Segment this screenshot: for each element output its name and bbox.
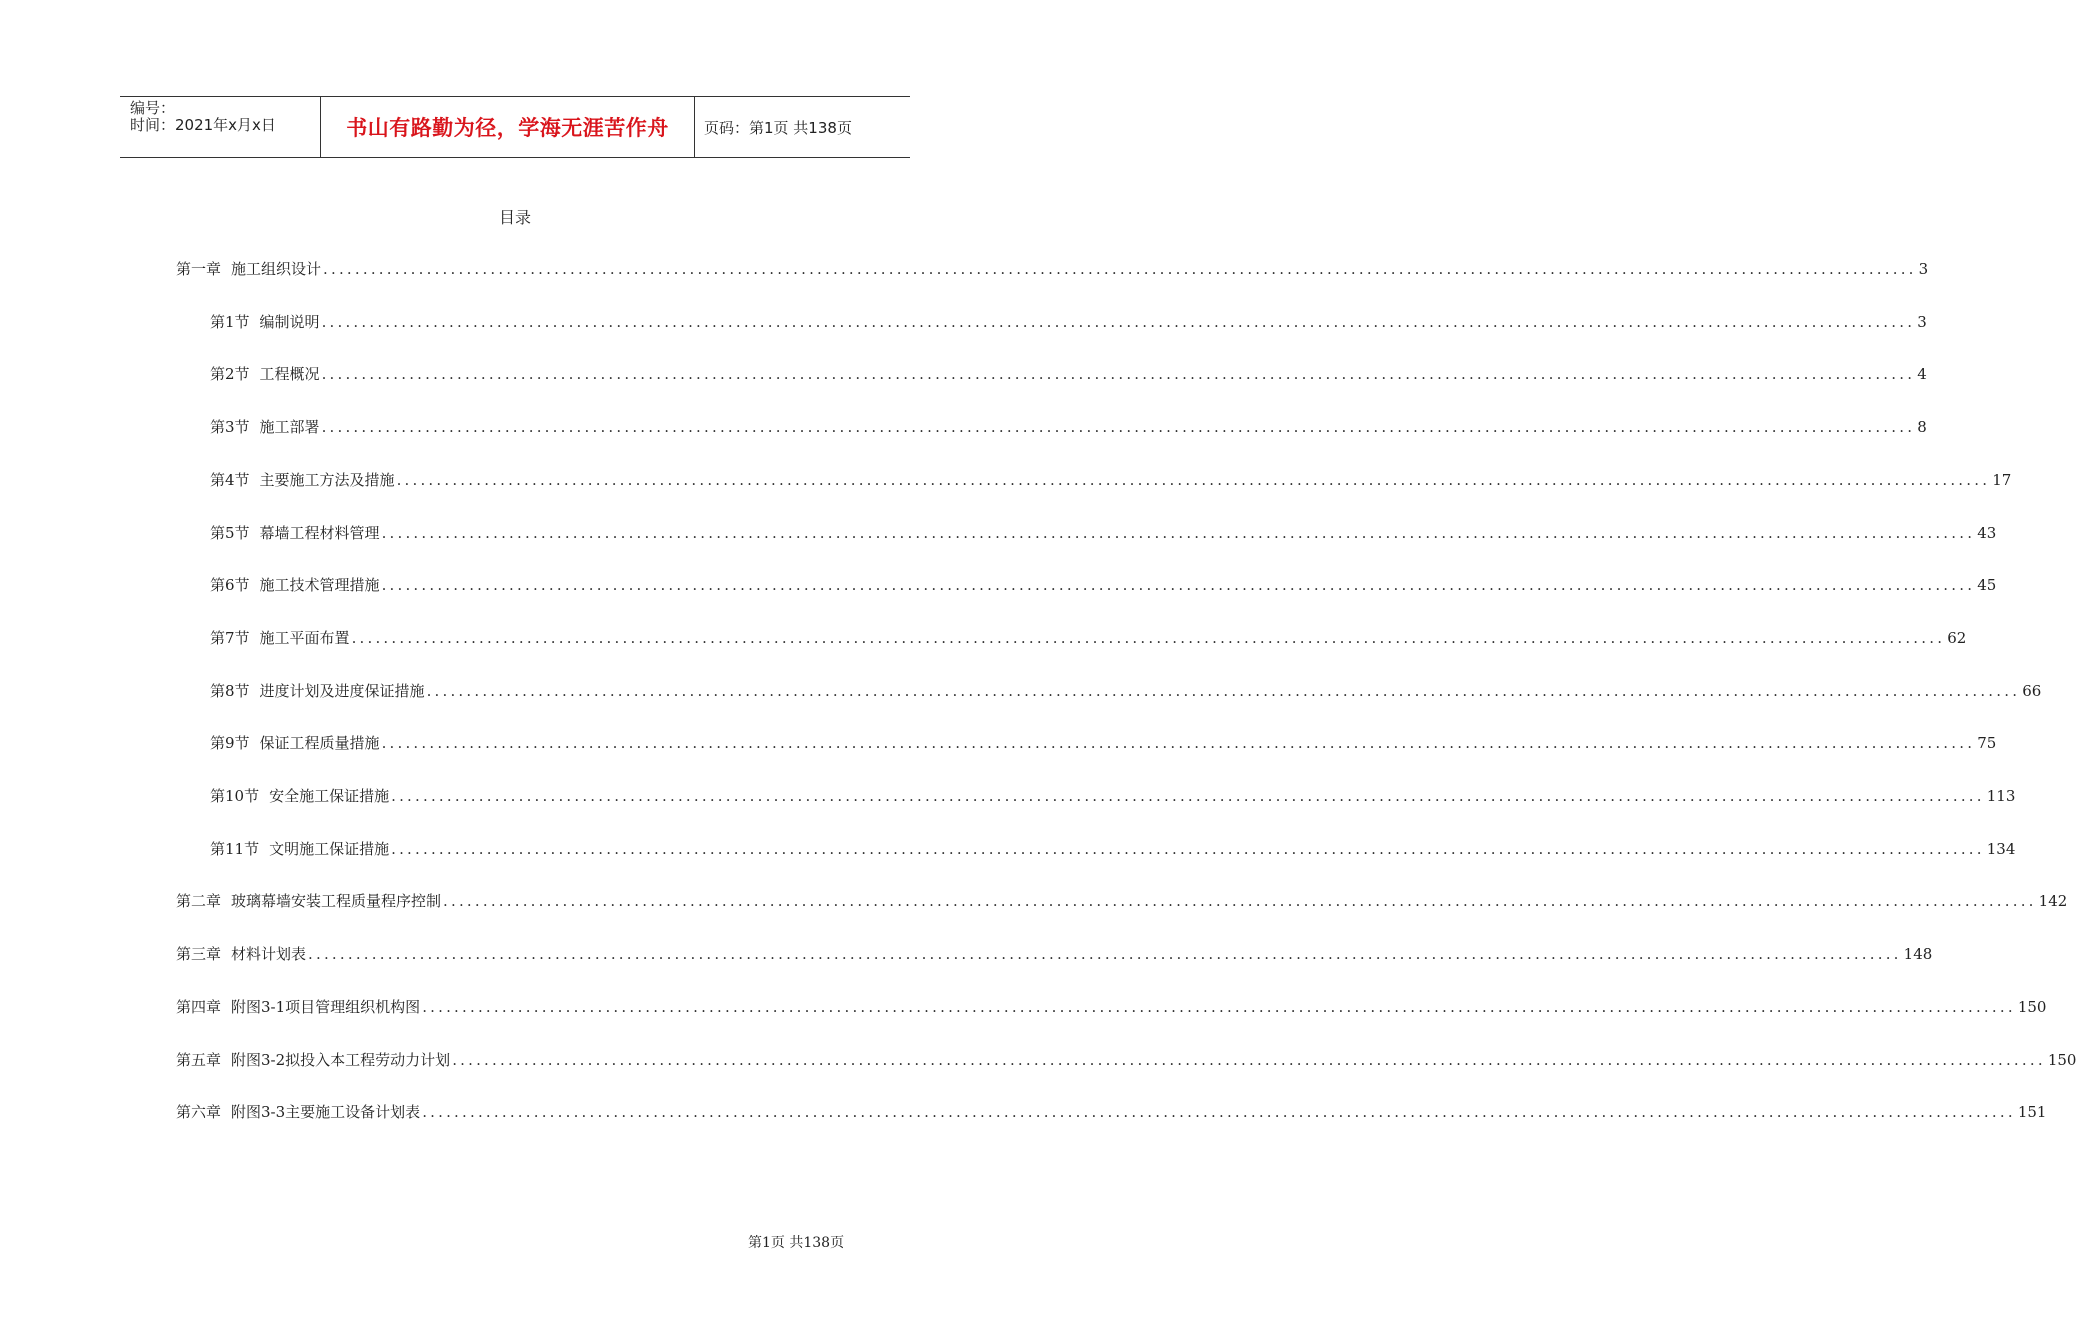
toc-section-entry[interactable] [210,362,1927,386]
toc-entry-title: 编制说明 [259,312,320,331]
toc-section-entry[interactable] [210,573,1997,597]
toc-entry-title: 材料计划表 [231,945,307,964]
toc-entry-number: 第6节 [210,576,250,595]
toc-entry-title: 玻璃幕墙安装工程质量程序控制 [231,892,442,911]
toc-entry-page: 150 [2017,997,2047,1016]
toc-entry-page: 151 [2017,1103,2047,1122]
toc-entry-title: 施工部署 [259,418,320,437]
toc-entry-title: 幕墙工程材料管理 [259,523,380,542]
toc-chapter-entry[interactable] [176,1100,2047,1124]
toc-entry-page: 75 [1977,734,1997,753]
toc-section-entry[interactable] [210,731,1997,755]
header-meta [120,97,320,157]
toc-entry-page: 142 [2038,892,2068,911]
toc-entry-title: 施工平面布置 [259,628,350,647]
toc-entry-number: 第9节 [210,734,250,753]
toc-dot-leader: ........................................................................................................................................................................................................ [396,470,1991,489]
toc-entry-number: 第4节 [210,470,250,489]
header-page-info: 页码：第1页 共138页 [704,118,852,137]
toc-chapter-entry[interactable] [176,257,1929,281]
toc-dot-leader: ........................................................................................................................................................................................................ [321,312,1916,331]
toc-entry-number: 第四章 [176,997,222,1016]
toc-section-entry[interactable] [210,521,1997,545]
toc-section-entry[interactable] [210,310,1927,334]
toc-entry-title: 施工技术管理措施 [259,576,380,595]
toc-dot-leader: ........................................................................................................................................................................................................ [426,681,2021,700]
toc-section-entry[interactable] [210,626,1967,650]
header-motto: 书山有路勤为径，学海无涯苦作舟 [320,97,695,157]
toc-dot-leader: ........................................................................................................................................................................................................ [381,734,1976,753]
toc-entry-number: 第10节 [210,787,260,805]
toc-entry-title: 文明施工保证措施 [269,839,390,858]
toc-entry-page: 3 [1918,260,1929,278]
toc-entry-page: 3 [1917,312,1927,331]
toc-entry-number: 第二章 [176,892,222,911]
toc-entry-page: 62 [1947,628,1967,647]
toc-section-entry[interactable] [210,415,1927,439]
toc-dot-leader: ........................................................................................................................................................................................................ [443,892,2037,911]
toc-dot-leader: ........................................................................................................................................................................................................ [422,1103,2016,1122]
toc-entry-title: 附图3-2拟投入本工程劳动力计划 [231,1050,451,1069]
toc-entry-page: 150 [2047,1050,2076,1069]
toc-dot-leader: ........................................................................................................................................................................................................ [323,260,1917,278]
toc-entry-number: 第11节 [210,839,260,858]
toc-entry-title: 主要施工方法及措施 [259,470,395,489]
toc-entry-number: 第六章 [176,1103,222,1122]
toc-entry-number: 第2节 [210,365,250,384]
toc-section-entry[interactable] [210,468,2012,492]
toc-dot-leader: ........................................................................................................................................................................................................ [351,628,1946,647]
toc-chapter-entry[interactable] [176,995,2047,1019]
toc-dot-leader: ........................................................................................................................................................................................................ [422,997,2016,1016]
page-footer: 第1页 共138页 [748,1235,845,1251]
toc-dot-leader: ........................................................................................................................................................................................................ [321,365,1916,384]
toc-entry-number: 第3节 [210,418,250,437]
toc-entry-number: 第三章 [176,945,222,964]
toc-section-entry[interactable] [210,679,2042,703]
toc-chapter-entry[interactable] [176,942,1933,966]
toc-entry-title: 附图3-1项目管理组织机构图 [231,997,421,1016]
toc-entry-title: 保证工程质量措施 [259,734,380,753]
toc-dot-leader: ........................................................................................................................................................................................................ [381,523,1976,542]
page-header [120,96,910,158]
toc-entry-page: 66 [2022,681,2042,700]
toc-chapter-entry[interactable] [176,889,2068,913]
toc-entry-page: 4 [1917,365,1927,384]
toc-entry-page: 148 [1903,945,1933,964]
toc-entry-title: 安全施工保证措施 [269,787,390,805]
toc-section-entry[interactable] [210,784,2016,808]
toc-dot-leader: ........................................................................................................................................................................................................ [381,576,1976,595]
toc-dot-leader: ........................................................................................................................................................................................................ [391,787,1985,805]
document-date: 时间：2021年x月x日 [130,116,276,134]
toc-chapter-entry[interactable] [176,1048,2076,1072]
toc-dot-leader: ........................................................................................................................................................................................................ [452,1050,2046,1069]
toc-dot-leader: ........................................................................................................................................................................................................ [308,945,1902,964]
toc-entry-number: 第五章 [176,1050,222,1069]
toc-entry-title: 进度计划及进度保证措施 [259,681,425,700]
toc-entry-number: 第1节 [210,312,250,331]
toc-dot-leader: ........................................................................................................................................................................................................ [321,418,1916,437]
toc-entry-page: 43 [1977,523,1997,542]
toc-entry-page: 113 [1986,787,2016,805]
toc-entry-number: 第7节 [210,628,250,647]
toc-entry-page: 134 [1986,839,2016,858]
toc-entry-number: 第一章 [176,260,222,278]
toc-entry-page: 17 [1992,470,2012,489]
toc-entry-title: 附图3-3主要施工设备计划表 [231,1103,421,1122]
toc-entry-title: 施工组织设计 [231,260,322,278]
toc-entry-title: 工程概况 [259,365,320,384]
toc-title: 目录 [498,208,531,227]
toc-entry-number: 第5节 [210,523,250,542]
toc-entry-number: 第8节 [210,681,250,700]
toc-dot-leader: ........................................................................................................................................................................................................ [391,839,1985,858]
toc-entry-page: 8 [1917,418,1927,437]
toc-entry-page: 45 [1977,576,1997,595]
document-number-label: 编号： [130,99,176,117]
toc-section-entry[interactable] [210,837,2016,861]
